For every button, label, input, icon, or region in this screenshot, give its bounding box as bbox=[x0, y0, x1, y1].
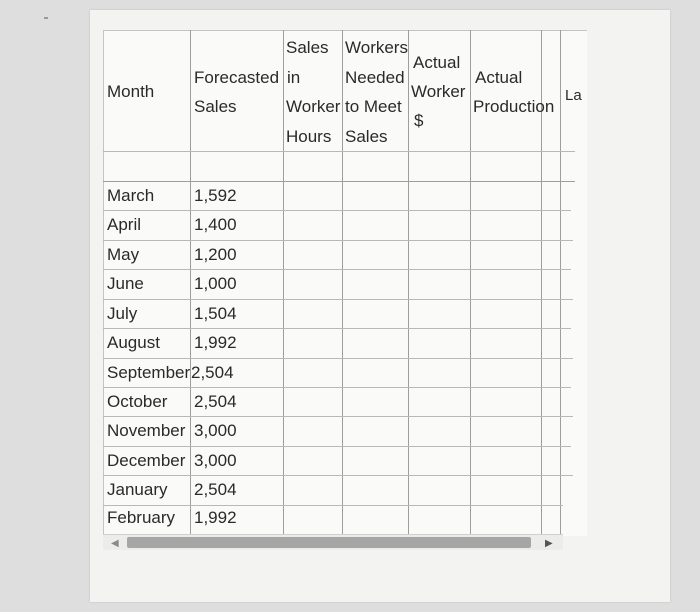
header-sales-worker-hours-line4: Hours bbox=[286, 127, 332, 146]
header-workers-needed-line2: Needed bbox=[345, 68, 405, 87]
row-divider bbox=[103, 358, 573, 359]
header-sales-worker-hours-line1: Sales bbox=[286, 38, 329, 57]
row-divider bbox=[103, 446, 571, 447]
row-divider bbox=[103, 299, 573, 300]
row-sales: 1,592 bbox=[194, 186, 237, 205]
header-workers-needed-line3: to Meet bbox=[345, 97, 402, 116]
row-divider bbox=[103, 475, 573, 476]
row-month: June bbox=[107, 274, 144, 293]
row-month: September bbox=[107, 363, 191, 382]
row-divider bbox=[103, 387, 571, 388]
row-sales: 2,504 bbox=[191, 363, 234, 382]
row-month: July bbox=[107, 304, 138, 323]
row-sales: 1,000 bbox=[194, 274, 237, 293]
column-divider bbox=[190, 30, 191, 535]
header-sales-worker-hours-line3: Worker bbox=[286, 97, 341, 116]
row-divider bbox=[103, 210, 571, 211]
header-workers-needed-line4: Sales bbox=[345, 127, 388, 146]
header-workers-needed-line1: Workers bbox=[345, 38, 408, 57]
header-actual-production-line1: Actual bbox=[475, 68, 523, 87]
header-actual-worker-line2: Worker bbox=[411, 82, 466, 101]
column-divider bbox=[560, 30, 561, 535]
header-actual-worker-line3: $ bbox=[414, 111, 424, 130]
scroll-right-icon[interactable]: ▶ bbox=[545, 538, 553, 549]
row-sales: 1,400 bbox=[194, 215, 237, 234]
row-sales: 1,200 bbox=[194, 245, 237, 264]
row-sales: 1,504 bbox=[194, 304, 237, 323]
scrollbar-thumb[interactable] bbox=[127, 537, 531, 548]
column-divider bbox=[283, 30, 284, 535]
row-sales: 3,000 bbox=[194, 421, 237, 440]
column-divider bbox=[342, 30, 343, 535]
row-sales: 1,992 bbox=[194, 333, 237, 352]
row-month: January bbox=[107, 480, 168, 499]
header-sales-worker-hours-line2: in bbox=[287, 68, 301, 87]
row-divider bbox=[103, 328, 571, 329]
row-month: October bbox=[107, 392, 168, 411]
row-month: November bbox=[107, 421, 186, 440]
horizontal-scrollbar[interactable] bbox=[103, 534, 563, 550]
row-divider bbox=[103, 505, 563, 506]
row-month: December bbox=[107, 451, 186, 470]
row-month: March bbox=[107, 186, 155, 205]
header-forecasted-sales-line1: Forecasted bbox=[194, 68, 280, 87]
header-actual-worker-line1: Actual bbox=[413, 53, 461, 72]
row-month: April bbox=[107, 215, 142, 234]
row-month: February bbox=[107, 508, 176, 527]
row-divider bbox=[103, 151, 575, 152]
row-divider bbox=[103, 416, 573, 417]
header-month: Month bbox=[107, 82, 155, 101]
row-sales: 2,504 bbox=[194, 392, 237, 411]
header-actual-production-line2: Production bbox=[473, 97, 555, 116]
column-divider bbox=[470, 30, 471, 535]
row-divider bbox=[103, 240, 573, 241]
row-sales: 2,504 bbox=[194, 480, 237, 499]
header-truncated: La bbox=[565, 87, 582, 104]
column-divider bbox=[408, 30, 409, 535]
dash-mark bbox=[44, 17, 48, 19]
header-forecasted-sales-line2: Sales bbox=[194, 97, 237, 116]
row-sales: 1,992 bbox=[194, 508, 237, 527]
row-month: May bbox=[107, 245, 140, 264]
row-divider bbox=[103, 181, 575, 182]
scroll-left-icon[interactable]: ◀ bbox=[111, 538, 119, 549]
row-divider bbox=[103, 269, 571, 270]
row-month: August bbox=[107, 333, 160, 352]
row-sales: 3,000 bbox=[194, 451, 237, 470]
